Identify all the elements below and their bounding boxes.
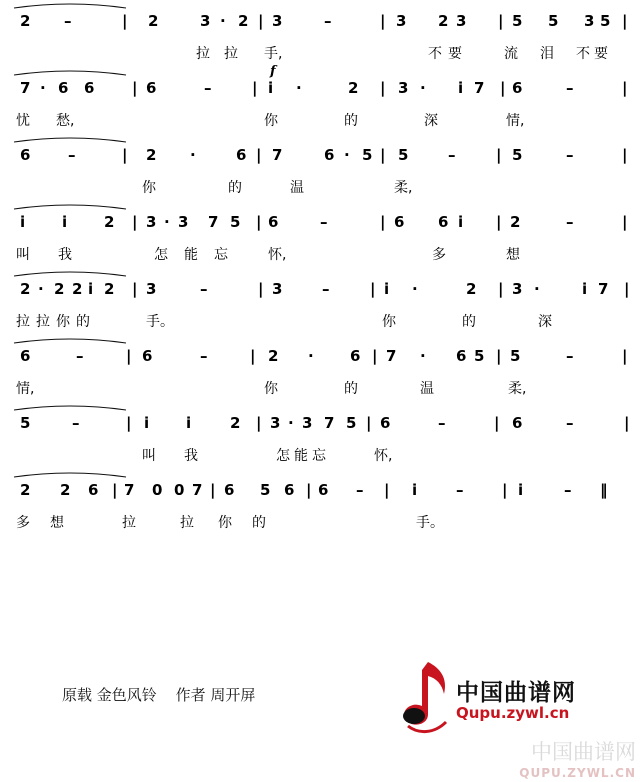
barline: | <box>622 213 628 231</box>
lyric: 叫 <box>142 448 156 464</box>
lyric: 拉 <box>196 46 210 62</box>
lyric: 你 <box>56 314 70 330</box>
note: 7 <box>474 79 485 97</box>
barline: | <box>132 213 138 231</box>
barline: | <box>380 146 386 164</box>
lyric: 的 <box>344 381 358 397</box>
barline: | <box>132 79 138 97</box>
lyric: 不 <box>428 46 442 62</box>
barline: | <box>256 146 262 164</box>
note: 3 <box>302 414 313 432</box>
note: i <box>20 213 26 231</box>
barline: | <box>122 12 128 30</box>
note: – <box>456 481 464 499</box>
barline: | <box>622 79 628 97</box>
lyric: 怎 <box>276 448 290 464</box>
note: – <box>566 213 574 231</box>
note: 2 <box>20 280 31 298</box>
note: 6 <box>512 414 523 432</box>
note: 7 <box>598 280 609 298</box>
note: 6 <box>58 79 69 97</box>
note: 5 <box>548 12 559 30</box>
note: 5 <box>398 146 409 164</box>
slur <box>14 205 126 209</box>
lyric: 你 <box>218 515 232 531</box>
barline: | <box>256 213 262 231</box>
note: – <box>322 280 330 298</box>
note: 7 <box>272 146 283 164</box>
note: – <box>324 12 332 30</box>
note: 6 <box>20 347 31 365</box>
lyric: 的 <box>462 314 476 330</box>
watermark-name: 中国曲谱网 <box>531 740 636 764</box>
note: 3 <box>456 12 467 30</box>
note: 2 <box>438 12 449 30</box>
barline: | <box>126 347 132 365</box>
barline: | <box>132 280 138 298</box>
note: 3 <box>178 213 189 231</box>
barline: | <box>380 213 386 231</box>
slur <box>14 272 126 276</box>
corner-watermark <box>496 736 636 780</box>
lyric: 柔, <box>394 180 413 196</box>
barline: | <box>624 414 630 432</box>
logo-url: Qupu.zywl.cn <box>456 704 570 722</box>
note: 2 <box>510 213 521 231</box>
note: 6 <box>142 347 153 365</box>
score-line <box>14 205 627 263</box>
slur <box>14 71 126 75</box>
slur <box>14 339 126 343</box>
note: 3 <box>270 414 281 432</box>
note: – <box>448 146 456 164</box>
barline: | <box>380 12 386 30</box>
note: 7 <box>192 481 203 499</box>
note: – <box>566 79 574 97</box>
lyric: 想 <box>506 247 520 263</box>
note: · <box>296 79 302 97</box>
note: 6 <box>456 347 467 365</box>
note: 6 <box>512 79 523 97</box>
note: 7 <box>386 347 397 365</box>
note: · <box>164 213 170 231</box>
lyric: 要 <box>448 46 462 62</box>
note: i <box>518 481 524 499</box>
lyric: 柔, <box>508 381 527 397</box>
lyric: 情, <box>16 381 35 397</box>
note: · <box>344 146 350 164</box>
lyric: 的 <box>228 180 242 196</box>
note: 6 <box>146 79 157 97</box>
note: 5 <box>600 12 611 30</box>
lyric: 能 <box>184 247 198 263</box>
barline: | <box>112 481 118 499</box>
barline: | <box>622 347 628 365</box>
source-credit: 原载 金色风铃 <box>62 686 157 704</box>
lyric: 不 <box>576 46 590 62</box>
barline: | <box>494 414 500 432</box>
note: 2 <box>230 414 241 432</box>
barline: | <box>126 414 132 432</box>
note: 2 <box>104 213 115 231</box>
lyric: 想 <box>50 515 64 531</box>
lyric: 拉 <box>180 515 194 531</box>
lyric: 你 <box>264 381 278 397</box>
barline: | <box>624 280 630 298</box>
note: – <box>204 79 212 97</box>
note: 5 <box>260 481 271 499</box>
note: i <box>458 79 464 97</box>
note: · <box>288 414 294 432</box>
note: 0 <box>174 481 185 499</box>
barline: | <box>498 280 504 298</box>
lyric: 手。 <box>146 314 174 330</box>
note: – <box>76 347 84 365</box>
lyric: 深 <box>424 113 438 129</box>
music-note-icon <box>398 656 454 736</box>
barline: | <box>384 481 390 499</box>
note: 7 <box>20 79 31 97</box>
score-line <box>14 138 627 196</box>
lyric: 的 <box>252 515 266 531</box>
barline: | <box>622 12 628 30</box>
lyric: 的 <box>344 113 358 129</box>
lyric: 流 <box>504 46 518 62</box>
lyric: 怀, <box>268 247 287 263</box>
note: 3 <box>146 280 157 298</box>
note: – <box>438 414 446 432</box>
note: 5 <box>474 347 485 365</box>
score-line <box>14 4 627 62</box>
note: i <box>412 481 418 499</box>
note: · <box>190 146 196 164</box>
note: – <box>72 414 80 432</box>
note: 6 <box>236 146 247 164</box>
note: · <box>308 347 314 365</box>
note: – <box>320 213 328 231</box>
note: 3 <box>396 12 407 30</box>
note: 5 <box>362 146 373 164</box>
dynamic-marking: f <box>270 64 276 79</box>
note: – <box>566 347 574 365</box>
note: 6 <box>268 213 279 231</box>
barline: | <box>496 213 502 231</box>
note: 6 <box>324 146 335 164</box>
note: 5 <box>512 12 523 30</box>
note: i <box>144 414 150 432</box>
note: 2 <box>268 347 279 365</box>
note: 2 <box>20 12 31 30</box>
barline: | <box>258 12 264 30</box>
note: i <box>268 79 274 97</box>
barline: | <box>380 79 386 97</box>
lyric: 忘 <box>214 247 228 263</box>
slur <box>14 4 126 8</box>
barline: | <box>372 347 378 365</box>
note: 2 <box>72 280 83 298</box>
lyric: 泪 <box>540 46 554 62</box>
barline: | <box>306 481 312 499</box>
watermark-url: QUPU.ZYWL.CN <box>519 766 636 780</box>
site-logo <box>398 656 608 740</box>
note: · <box>420 79 426 97</box>
note: i <box>62 213 68 231</box>
barline: | <box>502 481 508 499</box>
barline: | <box>210 481 216 499</box>
barline: | <box>250 347 256 365</box>
slur <box>14 406 126 410</box>
lyric: 手, <box>264 46 283 62</box>
note: · <box>38 280 44 298</box>
note: 2 <box>348 79 359 97</box>
lyric: 怎 <box>154 247 168 263</box>
note: – <box>566 414 574 432</box>
note: 6 <box>318 481 329 499</box>
score-line <box>14 339 627 397</box>
note: – <box>564 481 572 499</box>
score-line <box>14 272 629 330</box>
lyric: 温 <box>420 381 434 397</box>
note: · <box>412 280 418 298</box>
note: 5 <box>346 414 357 432</box>
note: 7 <box>324 414 335 432</box>
lyric: 我 <box>58 247 72 263</box>
barline: | <box>496 146 502 164</box>
barline: | <box>622 146 628 164</box>
lyric: 手。 <box>416 515 444 531</box>
score-credits <box>62 684 269 705</box>
lyric: 我 <box>184 448 198 464</box>
note: 6 <box>88 481 99 499</box>
lyric: 拉 <box>16 314 30 330</box>
note: · <box>220 12 226 30</box>
lyric: 要 <box>594 46 608 62</box>
barline: | <box>252 79 258 97</box>
note: 6 <box>224 481 235 499</box>
barline: ‖ <box>600 481 608 499</box>
note: 6 <box>350 347 361 365</box>
lyric: 拉 <box>224 46 238 62</box>
note: 2 <box>238 12 249 30</box>
author-credit: 作者 周开屏 <box>175 686 256 704</box>
note: 7 <box>208 213 219 231</box>
slur <box>14 138 126 142</box>
note: i <box>458 213 464 231</box>
score-line <box>14 406 629 464</box>
note: 5 <box>512 146 523 164</box>
note: 2 <box>104 280 115 298</box>
lyric: 愁, <box>56 113 75 129</box>
note: 6 <box>394 213 405 231</box>
score-line <box>14 473 608 531</box>
note: 6 <box>380 414 391 432</box>
note: 3 <box>146 213 157 231</box>
score-line <box>14 64 627 129</box>
note: · <box>40 79 46 97</box>
lyric: 温 <box>290 180 304 196</box>
lyric: 深 <box>538 314 552 330</box>
note: 6 <box>84 79 95 97</box>
note: 3 <box>272 12 283 30</box>
note: i <box>582 280 588 298</box>
note: i <box>186 414 192 432</box>
note: – <box>200 280 208 298</box>
barline: | <box>122 146 128 164</box>
slur <box>14 473 126 477</box>
lyric: 能 <box>294 448 308 464</box>
barline: | <box>498 12 504 30</box>
note: 5 <box>510 347 521 365</box>
barline: | <box>496 347 502 365</box>
lyric: 拉 <box>36 314 50 330</box>
note: 2 <box>54 280 65 298</box>
note: · <box>534 280 540 298</box>
lyric: 忘 <box>312 448 326 464</box>
note: 5 <box>20 414 31 432</box>
note: 2 <box>466 280 477 298</box>
lyric: 的 <box>76 314 90 330</box>
lyric: 怀, <box>374 448 393 464</box>
lyric: 拉 <box>122 515 136 531</box>
note: 6 <box>438 213 449 231</box>
note: 6 <box>20 146 31 164</box>
note: 6 <box>284 481 295 499</box>
note: 3 <box>200 12 211 30</box>
note: i <box>88 280 94 298</box>
lyric: 你 <box>382 314 396 330</box>
note: – <box>68 146 76 164</box>
barline: | <box>366 414 372 432</box>
lyric: 多 <box>16 515 30 531</box>
note: – <box>566 146 574 164</box>
barline: | <box>256 414 262 432</box>
barline: | <box>258 280 264 298</box>
note: 3 <box>398 79 409 97</box>
note: 5 <box>230 213 241 231</box>
note: i <box>384 280 390 298</box>
note: 2 <box>146 146 157 164</box>
note: 7 <box>124 481 135 499</box>
note: – <box>200 347 208 365</box>
barline: | <box>370 280 376 298</box>
logo-name: 中国曲谱网 <box>456 680 576 706</box>
note: 2 <box>148 12 159 30</box>
barline: | <box>500 79 506 97</box>
note: 3 <box>272 280 283 298</box>
note: 2 <box>60 481 71 499</box>
lyric: 多 <box>432 247 446 263</box>
lyric: 忧 <box>16 113 30 129</box>
note: 0 <box>152 481 163 499</box>
note: 3 <box>512 280 523 298</box>
note: – <box>356 481 364 499</box>
lyric: 你 <box>264 113 278 129</box>
note: 2 <box>20 481 31 499</box>
lyric: 叫 <box>16 247 30 263</box>
note: · <box>420 347 426 365</box>
note: – <box>64 12 72 30</box>
note: 3 <box>584 12 595 30</box>
lyric: 你 <box>142 180 156 196</box>
lyric: 情, <box>506 113 525 129</box>
